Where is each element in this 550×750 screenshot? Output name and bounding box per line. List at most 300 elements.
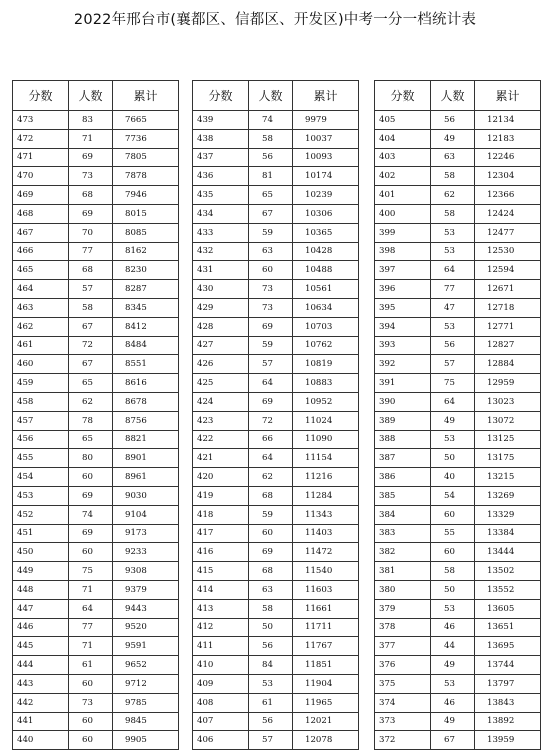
table-row: [13, 280, 179, 299]
cumulative-cell: 8551: [113, 355, 179, 374]
table-row: [375, 411, 541, 430]
cumulative-cell: 7736: [113, 129, 179, 148]
count-cell: 64: [249, 374, 293, 393]
table-row: [375, 486, 541, 505]
count-cell: 53: [249, 674, 293, 693]
table-row: [193, 618, 359, 637]
count-cell: 53: [431, 599, 475, 618]
cumulative-cell: 7665: [113, 111, 179, 130]
table-row: [375, 167, 541, 186]
cumulative-cell: 12477: [475, 223, 541, 242]
score-cell: 450: [13, 543, 69, 562]
score-cell: 433: [193, 223, 249, 242]
score-cell: 444: [13, 656, 69, 675]
count-cell: 73: [249, 298, 293, 317]
score-cell: 404: [375, 129, 431, 148]
count-cell: 46: [431, 618, 475, 637]
score-cell: 423: [193, 411, 249, 430]
count-cell: 81: [249, 167, 293, 186]
table-row: [193, 580, 359, 599]
table-row: [375, 148, 541, 167]
score-cell: 397: [375, 261, 431, 280]
count-cell: 64: [431, 261, 475, 280]
table-row: [13, 129, 179, 148]
cumulative-cell: 8678: [113, 392, 179, 411]
cumulative-cell: 12771: [475, 317, 541, 336]
table-row: [193, 674, 359, 693]
count-cell: 57: [249, 731, 293, 750]
score-cell: 422: [193, 430, 249, 449]
count-cell: 56: [249, 637, 293, 656]
cumulative-cell: 12078: [293, 731, 359, 750]
score-cell: 388: [375, 430, 431, 449]
cumulative-cell: 11284: [293, 486, 359, 505]
score-cell: 380: [375, 580, 431, 599]
cumulative-cell: 11090: [293, 430, 359, 449]
score-cell: 384: [375, 505, 431, 524]
score-cell: 407: [193, 712, 249, 731]
table-row: [375, 449, 541, 468]
count-cell: 61: [249, 693, 293, 712]
count-cell: 68: [69, 261, 113, 280]
count-cell: 61: [69, 656, 113, 675]
score-cell: 377: [375, 637, 431, 656]
count-cell: 58: [249, 599, 293, 618]
count-cell: 63: [249, 242, 293, 261]
table-row: [13, 392, 179, 411]
count-cell: 67: [69, 355, 113, 374]
score-cell: 459: [13, 374, 69, 393]
count-cell: 49: [431, 129, 475, 148]
cumulative-cell: 13959: [475, 731, 541, 750]
cumulative-cell: 11343: [293, 505, 359, 524]
score-cell: 453: [13, 486, 69, 505]
score-cell: 392: [375, 355, 431, 374]
page-title: 2022年邢台市(襄都区、信都区、开发区)中考一分一档统计表: [73, 12, 477, 28]
score-cell: 439: [193, 111, 249, 130]
count-cell: 68: [249, 486, 293, 505]
table-row: [13, 580, 179, 599]
table-row: [375, 656, 541, 675]
table-row: [193, 167, 359, 186]
score-cell: 465: [13, 261, 69, 280]
table-row: [193, 204, 359, 223]
table-row: [13, 242, 179, 261]
count-cell: 60: [69, 543, 113, 562]
score-cell: 386: [375, 468, 431, 487]
score-cell: 458: [13, 392, 69, 411]
table-row: [375, 580, 541, 599]
score-cell: 398: [375, 242, 431, 261]
cumulative-cell: 9712: [113, 674, 179, 693]
table-row: [193, 543, 359, 562]
cumulative-cell: 9233: [113, 543, 179, 562]
table-row: [193, 111, 359, 130]
table-header-row: [13, 81, 179, 111]
count-cell: 40: [431, 468, 475, 487]
count-cell: 56: [249, 712, 293, 731]
cumulative-cell: 13384: [475, 524, 541, 543]
score-cell: 466: [13, 242, 69, 261]
score-cell: 442: [13, 693, 69, 712]
cumulative-cell: 9979: [293, 111, 359, 130]
score-cell: 437: [193, 148, 249, 167]
cumulative-cell: 13269: [475, 486, 541, 505]
table-row: [13, 336, 179, 355]
score-cell: 402: [375, 167, 431, 186]
table-header-row: [193, 81, 359, 111]
table-row: [375, 317, 541, 336]
cumulative-cell: 10488: [293, 261, 359, 280]
score-cell: 431: [193, 261, 249, 280]
score-cell: 394: [375, 317, 431, 336]
count-cell: 74: [249, 111, 293, 130]
cumulative-cell: 12021: [293, 712, 359, 731]
cumulative-cell: 13797: [475, 674, 541, 693]
cumulative-cell: 12530: [475, 242, 541, 261]
score-cell: 400: [375, 204, 431, 223]
cumulative-cell: 12671: [475, 280, 541, 299]
score-cell: 454: [13, 468, 69, 487]
table-row: [193, 449, 359, 468]
cumulative-cell: 10093: [293, 148, 359, 167]
score-cell: 418: [193, 505, 249, 524]
cumulative-cell: 9652: [113, 656, 179, 675]
cumulative-cell: 11216: [293, 468, 359, 487]
count-cell: 69: [249, 543, 293, 562]
cumulative-cell: 13552: [475, 580, 541, 599]
count-cell: 53: [431, 674, 475, 693]
score-cell: 414: [193, 580, 249, 599]
count-cell: 56: [249, 148, 293, 167]
table-row: [193, 355, 359, 374]
table-row: [193, 731, 359, 750]
score-cell: 390: [375, 392, 431, 411]
cumulative-cell: 9845: [113, 712, 179, 731]
header-cumulative: 累计: [113, 81, 179, 111]
score-cell: 425: [193, 374, 249, 393]
table-row: [13, 148, 179, 167]
table-row: [13, 731, 179, 750]
table-row: [13, 261, 179, 280]
cumulative-cell: 11154: [293, 449, 359, 468]
cumulative-cell: 12424: [475, 204, 541, 223]
cumulative-cell: 13023: [475, 392, 541, 411]
count-cell: 70: [69, 223, 113, 242]
score-cell: 409: [193, 674, 249, 693]
cumulative-cell: 13502: [475, 562, 541, 581]
table-row: [375, 392, 541, 411]
table-row: [375, 186, 541, 205]
table-row: [13, 298, 179, 317]
cumulative-cell: 8015: [113, 204, 179, 223]
cumulative-cell: 10952: [293, 392, 359, 411]
count-cell: 75: [431, 374, 475, 393]
score-cell: 421: [193, 449, 249, 468]
cumulative-cell: 7805: [113, 148, 179, 167]
table-row: [375, 129, 541, 148]
table-row: [375, 543, 541, 562]
cumulative-cell: 13651: [475, 618, 541, 637]
count-cell: 49: [431, 411, 475, 430]
table-row: [375, 111, 541, 130]
table-row: [13, 693, 179, 712]
score-cell: 443: [13, 674, 69, 693]
cumulative-cell: 8230: [113, 261, 179, 280]
score-cell: 372: [375, 731, 431, 750]
cumulative-cell: 9104: [113, 505, 179, 524]
score-cell: 385: [375, 486, 431, 505]
score-cell: 424: [193, 392, 249, 411]
table-row: [13, 449, 179, 468]
score-cell: 389: [375, 411, 431, 430]
table-row: [193, 430, 359, 449]
table-row: [193, 148, 359, 167]
count-cell: 60: [69, 731, 113, 750]
cumulative-cell: 8901: [113, 449, 179, 468]
cumulative-cell: 12827: [475, 336, 541, 355]
cumulative-cell: 10819: [293, 355, 359, 374]
count-cell: 84: [249, 656, 293, 675]
score-cell: 383: [375, 524, 431, 543]
count-cell: 69: [69, 524, 113, 543]
count-cell: 71: [69, 637, 113, 656]
table-row: [13, 543, 179, 562]
score-cell: 413: [193, 599, 249, 618]
table-row: [13, 355, 179, 374]
score-cell: 393: [375, 336, 431, 355]
count-cell: 58: [431, 204, 475, 223]
cumulative-cell: 8162: [113, 242, 179, 261]
count-cell: 56: [431, 111, 475, 130]
score-cell: 396: [375, 280, 431, 299]
count-cell: 66: [249, 430, 293, 449]
count-cell: 60: [69, 674, 113, 693]
table-row: [193, 468, 359, 487]
count-cell: 72: [249, 411, 293, 430]
score-cell: 441: [13, 712, 69, 731]
table-row: [13, 204, 179, 223]
table-row: [193, 223, 359, 242]
score-cell: 468: [13, 204, 69, 223]
count-cell: 69: [69, 148, 113, 167]
header-count: 人数: [69, 81, 113, 111]
score-cell: 469: [13, 186, 69, 205]
cumulative-cell: 10883: [293, 374, 359, 393]
count-cell: 62: [69, 392, 113, 411]
count-cell: 65: [249, 186, 293, 205]
score-cell: 376: [375, 656, 431, 675]
count-cell: 53: [431, 430, 475, 449]
table-row: [193, 261, 359, 280]
table-row: [13, 674, 179, 693]
count-cell: 64: [249, 449, 293, 468]
cumulative-cell: 9591: [113, 637, 179, 656]
count-cell: 71: [69, 129, 113, 148]
count-cell: 46: [431, 693, 475, 712]
score-cell: 452: [13, 505, 69, 524]
score-cell: 427: [193, 336, 249, 355]
cumulative-cell: 9443: [113, 599, 179, 618]
score-cell: 434: [193, 204, 249, 223]
count-cell: 69: [249, 392, 293, 411]
count-cell: 49: [431, 656, 475, 675]
table-row: [375, 618, 541, 637]
table-row: [375, 430, 541, 449]
table-row: [375, 505, 541, 524]
table-row: [375, 261, 541, 280]
score-cell: 382: [375, 543, 431, 562]
count-cell: 47: [431, 298, 475, 317]
count-cell: 64: [69, 599, 113, 618]
table-row: [193, 411, 359, 430]
table-row: [375, 693, 541, 712]
score-cell: 416: [193, 543, 249, 562]
count-cell: 77: [69, 242, 113, 261]
table-row: [193, 656, 359, 675]
cumulative-cell: 13695: [475, 637, 541, 656]
header-score: 分数: [193, 81, 249, 111]
table-row: [193, 524, 359, 543]
cumulative-cell: 8756: [113, 411, 179, 430]
score-table-3: [374, 80, 541, 750]
count-cell: 54: [431, 486, 475, 505]
score-table-1: [12, 80, 179, 750]
cumulative-cell: 10306: [293, 204, 359, 223]
cumulative-cell: 9520: [113, 618, 179, 637]
score-cell: 430: [193, 280, 249, 299]
count-cell: 72: [69, 336, 113, 355]
table-row: [193, 317, 359, 336]
cumulative-cell: 13125: [475, 430, 541, 449]
score-cell: 415: [193, 562, 249, 581]
table-row: [375, 468, 541, 487]
count-cell: 53: [431, 242, 475, 261]
cumulative-cell: 9030: [113, 486, 179, 505]
table-row: [13, 637, 179, 656]
cumulative-cell: 9308: [113, 562, 179, 581]
score-cell: 403: [375, 148, 431, 167]
count-cell: 50: [249, 618, 293, 637]
cumulative-cell: 13215: [475, 468, 541, 487]
table-row: [193, 374, 359, 393]
table-row: [13, 111, 179, 130]
count-cell: 73: [69, 693, 113, 712]
cumulative-cell: 10762: [293, 336, 359, 355]
score-cell: 440: [13, 731, 69, 750]
score-cell: 391: [375, 374, 431, 393]
table-row: [193, 186, 359, 205]
table-row: [13, 656, 179, 675]
cumulative-cell: 11540: [293, 562, 359, 581]
count-cell: 60: [69, 712, 113, 731]
score-cell: 405: [375, 111, 431, 130]
cumulative-cell: 12183: [475, 129, 541, 148]
count-cell: 68: [249, 562, 293, 581]
cumulative-cell: 8287: [113, 280, 179, 299]
count-cell: 71: [69, 580, 113, 599]
header-score: 分数: [13, 81, 69, 111]
table-row: [193, 242, 359, 261]
score-cell: 473: [13, 111, 69, 130]
score-cell: 378: [375, 618, 431, 637]
table-row: [13, 430, 179, 449]
count-cell: 55: [431, 524, 475, 543]
table-row: [375, 599, 541, 618]
table-row: [13, 618, 179, 637]
cumulative-cell: 8961: [113, 468, 179, 487]
table-row: [13, 167, 179, 186]
table-row: [193, 637, 359, 656]
table-row: [13, 562, 179, 581]
table-row: [13, 374, 179, 393]
cumulative-cell: 10037: [293, 129, 359, 148]
score-cell: 463: [13, 298, 69, 317]
table-row: [13, 486, 179, 505]
table-row: [375, 280, 541, 299]
count-cell: 58: [69, 298, 113, 317]
cumulative-cell: 10428: [293, 242, 359, 261]
table-row: [193, 129, 359, 148]
count-cell: 77: [431, 280, 475, 299]
count-cell: 77: [69, 618, 113, 637]
count-cell: 58: [431, 167, 475, 186]
table-row: [13, 599, 179, 618]
cumulative-cell: 10561: [293, 280, 359, 299]
cumulative-cell: 10703: [293, 317, 359, 336]
count-cell: 57: [431, 355, 475, 374]
table-row: [13, 186, 179, 205]
count-cell: 60: [249, 261, 293, 280]
cumulative-cell: 11603: [293, 580, 359, 599]
table-row: [375, 731, 541, 750]
count-cell: 63: [431, 148, 475, 167]
count-cell: 53: [431, 317, 475, 336]
cumulative-cell: 13843: [475, 693, 541, 712]
cumulative-cell: 8484: [113, 336, 179, 355]
cumulative-cell: 9905: [113, 731, 179, 750]
cumulative-cell: 11024: [293, 411, 359, 430]
count-cell: 60: [249, 524, 293, 543]
score-cell: 410: [193, 656, 249, 675]
cumulative-cell: 13605: [475, 599, 541, 618]
score-cell: 438: [193, 129, 249, 148]
score-table-2: [192, 80, 359, 750]
cumulative-cell: 11767: [293, 637, 359, 656]
cumulative-cell: 10239: [293, 186, 359, 205]
score-cell: 419: [193, 486, 249, 505]
count-cell: 69: [69, 486, 113, 505]
count-cell: 49: [431, 712, 475, 731]
header-cumulative: 累计: [293, 81, 359, 111]
header-count: 人数: [249, 81, 293, 111]
cumulative-cell: 12594: [475, 261, 541, 280]
table-row: [193, 336, 359, 355]
count-cell: 75: [69, 562, 113, 581]
table-row: [13, 524, 179, 543]
count-cell: 67: [431, 731, 475, 750]
cumulative-cell: 12884: [475, 355, 541, 374]
table-row: [13, 468, 179, 487]
count-cell: 69: [249, 317, 293, 336]
score-cell: 461: [13, 336, 69, 355]
cumulative-cell: 12134: [475, 111, 541, 130]
count-cell: 60: [69, 468, 113, 487]
cumulative-cell: 13744: [475, 656, 541, 675]
cumulative-cell: 12246: [475, 148, 541, 167]
table-row: [193, 693, 359, 712]
score-cell: 374: [375, 693, 431, 712]
